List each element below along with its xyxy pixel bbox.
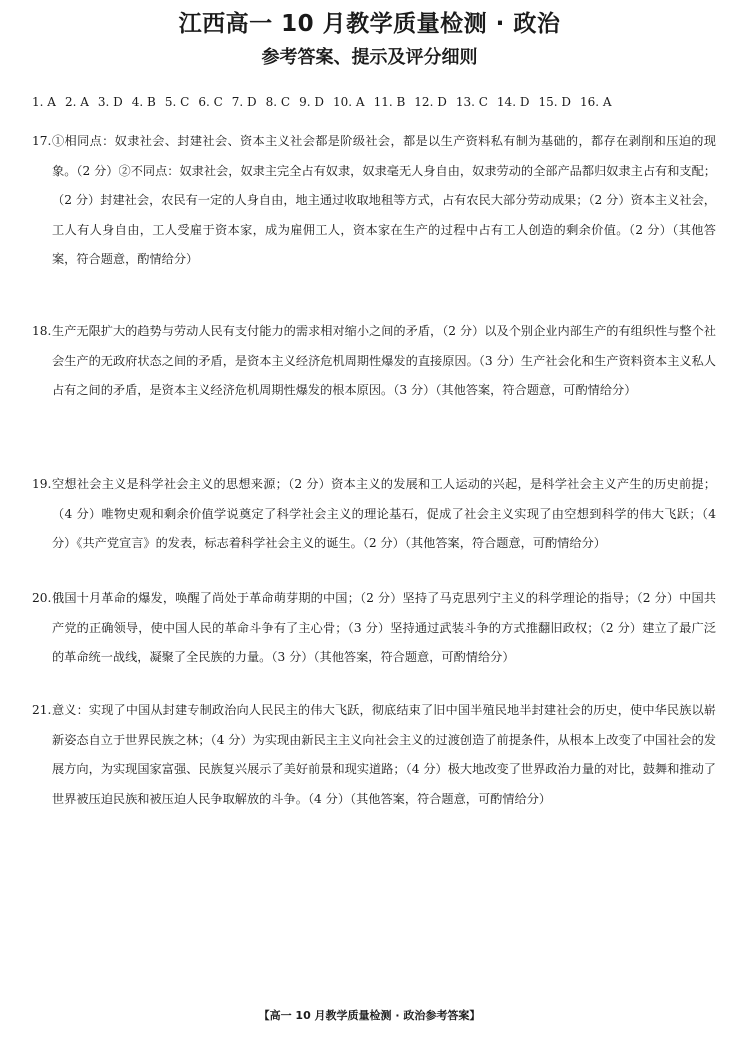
choice-answer: 4. B: [131, 95, 156, 109]
choice-answer: 6. C: [198, 95, 223, 109]
choice-answer: 2. A: [64, 95, 89, 109]
question-number: 21.: [32, 703, 52, 717]
choice-answer: 14. D: [496, 95, 530, 109]
question-number: 20.: [32, 591, 52, 605]
question-18: [32, 317, 716, 406]
question-answer-text: ①相同点：奴隶社会、封建社会、资本主义社会都是阶级社会，都是以生产资料私有制为基础的，都存在剥削和压迫的现象。（2 分）②不同点：奴隶社会，奴隶主完全占有奴隶，奴隶毫无人身自由，奴隶劳动的全部产品都归奴隶主占有和支配；（2 分）封建社会，农民有一定的人身自由，地主通过收取地租等方式，占有农民大部分劳动成果；（2 分）资本主义社会，工人有人身自由，工人受雇于资本家，成为雇佣工人，资本家在生产的过程中占有工人创造的剩余价值。（2 分）（其他答案，符合题意，酌情给分）: [52, 134, 716, 266]
question-17: [32, 127, 716, 275]
question-answer-text: 空想社会主义是科学社会主义的思想来源；（2 分）资本主义的发展和工人运动的兴起，是科学社会主义产生的历史前提；（4 分）唯物史观和剩余价值学说奠定了科学社会主义的理论基石，促成了社会主义实现了由空想到科学的伟大飞跃；（4 分）《共产党宣言》的发表，标志着科学社会主义的诞生。（2 分）（其他答案，符合题意，可酌情给分）: [52, 477, 716, 550]
choice-answer: 16. A: [579, 95, 612, 109]
question-number: 19.: [32, 477, 52, 491]
question-answer-text: 意义：实现了中国从封建专制政治向人民民主的伟大飞跃，彻底结束了旧中国半殖民地半封建社会的历史，使中华民族以崭新姿态自立于世界民族之林；（4 分）为实现由新民主主义向社会主义的过渡创造了前提条件，从根本上改变了中国社会的发展方向，为实现国家富强、民族复兴展示了美好前景和现实道路；（4 分）极大地改变了世界政治力量的对比，鼓舞和推动了世界被压迫民族和被压迫人民争取解放的斗争。（4 分）（其他答案，符合题意，可酌情给分）: [52, 703, 716, 806]
question-number: 17.: [32, 134, 52, 148]
question-answer-text: 俄国十月革命的爆发，唤醒了尚处于革命萌芽期的中国；（2 分）坚持了马克思列宁主义的科学理论的指导；（2 分）中国共产党的正确领导，使中国人民的革命斗争有了主心骨；（3 分）坚持通过武装斗争的方式推翻旧政权；（2 分）建立了最广泛的革命统一战线，凝聚了全民族的力量。（3 分）（其他答案，符合题意，可酌情给分）: [52, 591, 716, 664]
choice-answers-row: [32, 92, 621, 112]
choice-answer: 7. D: [231, 95, 257, 109]
choice-answer: 8. C: [265, 95, 291, 109]
choice-answer: 11. B: [373, 95, 406, 109]
question-number: 18.: [32, 324, 52, 338]
choice-answer: 12. D: [414, 95, 447, 109]
choice-answer: 3. D: [97, 95, 123, 109]
choice-answer: 13. C: [455, 95, 488, 109]
page-title: 江西高一 10 月教学质量检测 · 政治: [178, 11, 561, 37]
choice-answer: 15. D: [538, 95, 571, 109]
question-answer-text: 生产无限扩大的趋势与劳动人民有支付能力的需求相对缩小之间的矛盾，（2 分）以及个别企业内部生产的有组织性与整个社会生产的无政府状态之间的矛盾，是资本主义经济危机周期性爆发的直接原因。（3 分）生产社会化和生产资料资本主义私人占有之间的矛盾，是资本主义经济危机周期性爆发的根本原因。（3 分）（其他答案，符合题意，可酌情给分）: [52, 324, 716, 397]
question-20: [32, 584, 716, 673]
page-subtitle: 参考答案、提示及评分细则: [261, 47, 478, 68]
question-19: [32, 470, 716, 559]
choice-answer: 1. A: [32, 95, 56, 109]
choice-answer: 9. D: [299, 95, 324, 109]
choice-answer: 5. C: [164, 95, 190, 109]
question-21: [32, 696, 716, 814]
choice-answer: 10. A: [333, 95, 365, 109]
page-footer: 【高一 10 月教学质量检测 · 政治参考答案】: [258, 1009, 481, 1022]
